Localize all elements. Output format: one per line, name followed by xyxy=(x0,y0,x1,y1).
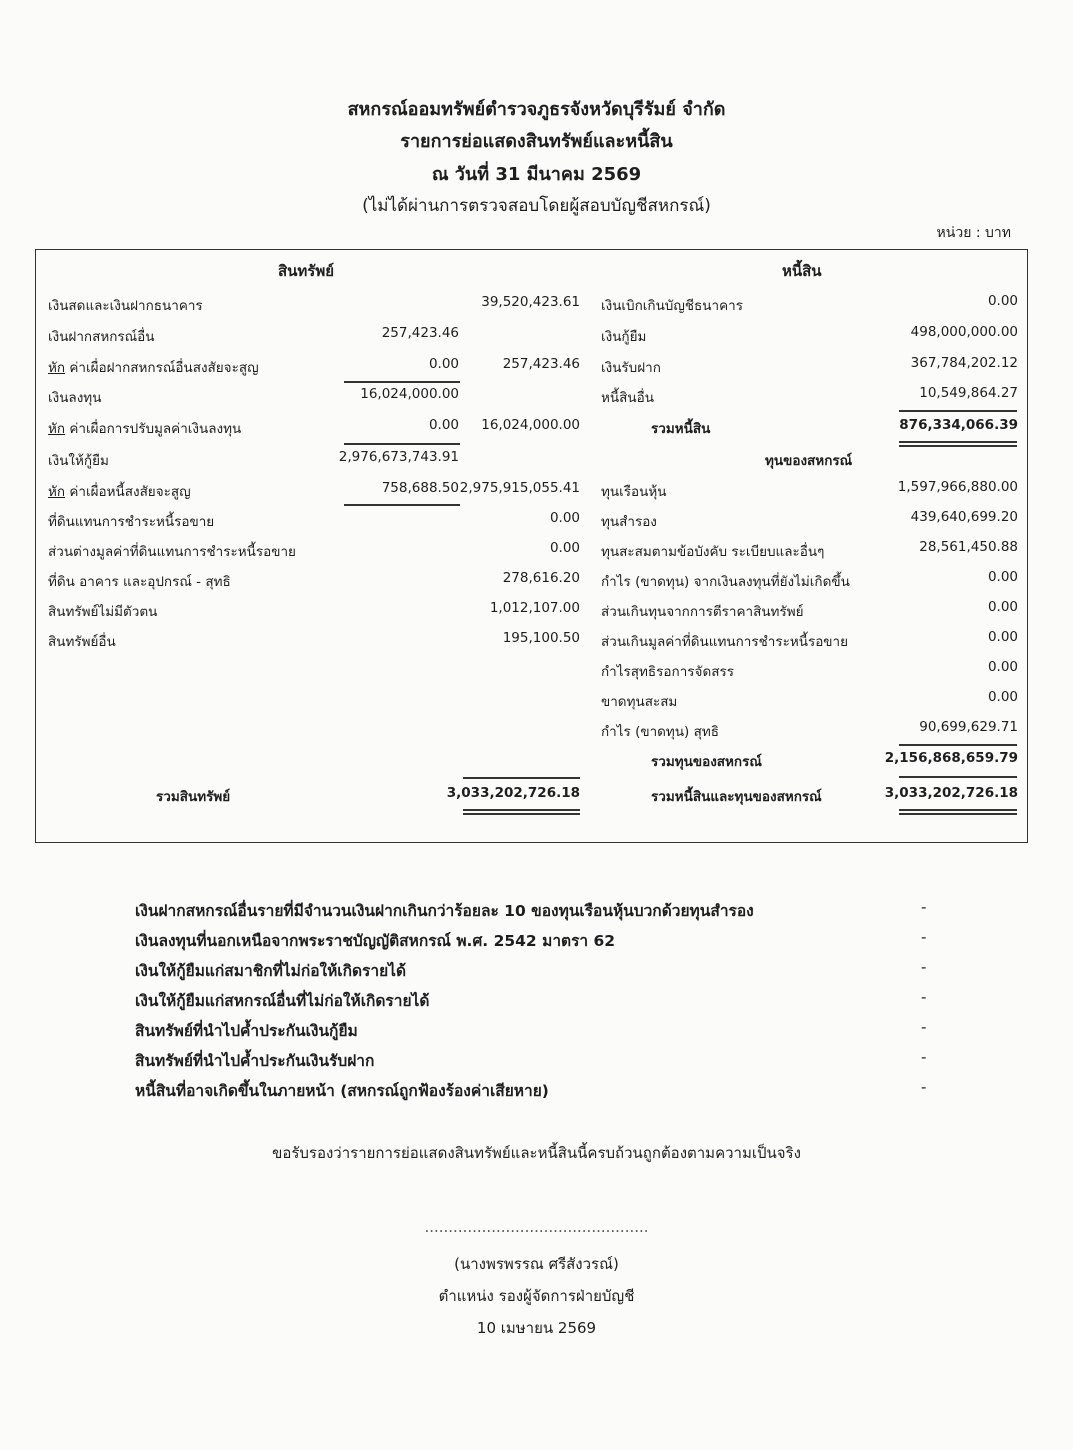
footnote-value: - xyxy=(921,988,927,1006)
total-assets-value: 3,033,202,726.18 xyxy=(446,785,580,801)
footnote-value: - xyxy=(921,958,927,976)
equity-value: 0.00 xyxy=(987,569,1018,585)
equity-label: ทุนสะสมตามข้อบังคับ ระเบียบและอื่นๆ xyxy=(601,544,825,560)
asset-total: 278,616.20 xyxy=(502,570,580,586)
asset-label: หัก ค่าเผื่อฝากสหกรณ์อื่นสงสัยจะสูญ xyxy=(48,360,259,376)
asset-label: เงินฝากสหกรณ์อื่น xyxy=(48,329,155,345)
equity-label: กำไร (ขาดทุน) สุทธิ xyxy=(601,724,719,740)
asset-label: สินทรัพย์ไม่มีตัวตน xyxy=(48,604,158,620)
unit-label: หน่วย : บาท xyxy=(936,225,1011,241)
deduct-prefix: หัก xyxy=(48,421,66,437)
asset-sub: 257,423.46 xyxy=(381,325,459,341)
certification-text: ขอรับรองว่ารายการย่อแสดงสินทรัพย์และหนี้สินนี้ครบถ้วนถูกต้องตามความเป็นจริง xyxy=(272,1144,801,1162)
footnote-value: - xyxy=(921,1048,927,1066)
liability-value: 10,549,864.27 xyxy=(919,385,1018,401)
document-date: ณ วันที่ 31 มีนาคม 2569 xyxy=(431,164,642,185)
signer-name: (นางพรพรรณ ศรีสังวรณ์) xyxy=(454,1255,619,1273)
equity-value: 0.00 xyxy=(987,659,1018,675)
asset-total: 1,012,107.00 xyxy=(489,600,580,616)
asset-label: หัก ค่าเผื่อการปรับมูลค่าเงินลงทุน xyxy=(48,421,242,437)
assets-heading: สินทรัพย์ xyxy=(278,262,335,280)
liability-label: เงินรับฝาก xyxy=(601,360,661,376)
double-rule xyxy=(899,441,1017,443)
asset-sub: 2,976,673,743.91 xyxy=(338,449,459,465)
asset-total: 0.00 xyxy=(549,540,580,556)
total-equity-label: รวมทุนของสหกรณ์ xyxy=(651,754,762,770)
liability-value: 498,000,000.00 xyxy=(910,324,1018,340)
asset-total: 257,423.46 xyxy=(502,356,580,372)
asset-sub: 758,688.50 xyxy=(381,480,459,496)
footnote-item: สินทรัพย์ที่นำไปค้ำประกันเงินรับฝาก xyxy=(135,1052,375,1070)
deduct-prefix: หัก xyxy=(48,360,66,376)
double-rule xyxy=(899,445,1017,447)
audit-note: (ไม่ได้ผ่านการตรวจสอบโดยผู้สอบบัญชีสหกรณ์) xyxy=(362,196,711,216)
grand-total-label: รวมหนี้สินและทุนของสหกรณ์ xyxy=(651,789,822,805)
asset-label: ส่วนต่างมูลค่าที่ดินแทนการชำระหนี้รอขาย xyxy=(48,544,296,560)
equity-label: ทุนเรือนหุ้น xyxy=(601,484,667,500)
equity-label: ส่วนเกินทุนจากการตีราคาสินทรัพย์ xyxy=(601,604,804,620)
document-title: รายการย่อแสดงสินทรัพย์และหนี้สิน xyxy=(400,131,673,152)
footnote-value: - xyxy=(921,928,927,946)
deduct-prefix: หัก xyxy=(48,484,66,500)
footnote-item: สินทรัพย์ที่นำไปค้ำประกันเงินกู้ยืม xyxy=(135,1022,358,1040)
equity-value: 1,597,966,880.00 xyxy=(897,479,1018,495)
asset-label: หัก ค่าเผื่อหนี้สงสัยจะสูญ xyxy=(48,484,191,500)
equity-value: 0.00 xyxy=(987,599,1018,615)
asset-total: 39,520,423.61 xyxy=(481,294,580,310)
double-rule xyxy=(899,813,1017,815)
double-rule xyxy=(463,813,580,815)
equity-value: 0.00 xyxy=(987,629,1018,645)
asset-total: 16,024,000.00 xyxy=(481,417,580,433)
asset-label: ที่ดินแทนการชำระหนี้รอขาย xyxy=(48,514,215,530)
equity-value: 0.00 xyxy=(987,689,1018,705)
footnote-value: - xyxy=(921,898,927,916)
asset-label: เงินสดและเงินฝากธนาคาร xyxy=(48,298,203,314)
liability-value: 0.00 xyxy=(987,293,1018,309)
double-rule xyxy=(899,809,1017,811)
signature-date: 10 เมษายน 2569 xyxy=(476,1319,597,1337)
equity-heading: ทุนของสหกรณ์ xyxy=(765,453,853,469)
double-rule xyxy=(463,809,580,811)
total-equity-value: 2,156,868,659.79 xyxy=(884,750,1018,766)
equity-value: 90,699,629.71 xyxy=(919,719,1018,735)
equity-label: กำไร (ขาดทุน) จากเงินลงทุนที่ยังไม่เกิดขึ้น xyxy=(601,574,850,590)
footnote-value: - xyxy=(921,1078,927,1096)
asset-total: 0.00 xyxy=(549,510,580,526)
asset-sub: 16,024,000.00 xyxy=(360,386,459,402)
liability-label: เงินกู้ยืม xyxy=(601,329,647,345)
asset-label: เงินลงทุน xyxy=(48,390,102,406)
liabilities-heading: หนี้สิน xyxy=(782,262,822,280)
footnote-item: เงินให้กู้ยืมแก่สมาชิกที่ไม่ก่อให้เกิดรายได้ xyxy=(135,962,407,980)
equity-label: ส่วนเกินมูลค่าที่ดินแทนการชำระหนี้รอขาย xyxy=(601,634,849,650)
total-liabilities-value: 876,334,066.39 xyxy=(899,417,1018,433)
liability-label: เงินเบิกเกินบัญชีธนาคาร xyxy=(601,298,743,314)
org-name: สหกรณ์ออมทรัพย์ตำรวจภูธรจังหวัดบุรีรัมย์ จำกัด xyxy=(347,99,726,120)
liability-label: หนี้สินอื่น xyxy=(601,390,654,406)
total-liabilities-label: รวมหนี้สิน xyxy=(651,421,711,437)
footnote-item: เงินให้กู้ยืมแก่สหกรณ์อื่นที่ไม่ก่อให้เกิดรายได้ xyxy=(135,992,430,1010)
equity-label: ขาดทุนสะสม xyxy=(601,694,678,710)
footnote-item: เงินลงทุนที่นอกเหนือจากพระราชบัญญัติสหกรณ์ พ.ศ. 2542 มาตรา 62 xyxy=(135,932,616,950)
equity-value: 28,561,450.88 xyxy=(919,539,1018,555)
footnote-item: เงินฝากสหกรณ์อื่นรายที่มีจำนวนเงินฝากเกินกว่าร้อยละ 10 ของทุนเรือนหุ้นบวกด้วยทุนสำรอง xyxy=(135,902,754,920)
subtotal-rule xyxy=(899,776,1017,778)
subtotal-rule xyxy=(344,381,460,383)
subtotal-rule xyxy=(899,744,1017,746)
subtotal-rule xyxy=(344,443,460,445)
subtotal-rule xyxy=(344,504,460,506)
asset-label: ที่ดิน อาคาร และอุปกรณ์ - สุทธิ xyxy=(48,574,231,590)
equity-label: ทุนสำรอง xyxy=(601,514,657,530)
grand-total-value: 3,033,202,726.18 xyxy=(884,785,1018,801)
liability-value: 367,784,202.12 xyxy=(910,355,1018,371)
asset-label: สินทรัพย์อื่น xyxy=(48,634,116,650)
asset-sub: 0.00 xyxy=(428,417,459,433)
asset-label: เงินให้กู้ยืม xyxy=(48,453,109,469)
total-rule-top xyxy=(463,777,580,779)
footnote-value: - xyxy=(921,1018,927,1036)
asset-sub: 0.00 xyxy=(428,356,459,372)
signer-position: ตำแหน่ง รองผู้จัดการฝ่ายบัญชี xyxy=(438,1287,635,1305)
equity-label: กำไรสุทธิรอการจัดสรร xyxy=(601,664,734,680)
total-assets-label: รวมสินทรัพย์ xyxy=(156,789,231,805)
signature-line: ............................................... xyxy=(424,1218,649,1236)
footnote-item: หนี้สินที่อาจเกิดขึ้นในภายหน้า (สหกรณ์ถูกฟ้องร้องค่าเสียหาย) xyxy=(135,1082,549,1100)
asset-total: 2,975,915,055.41 xyxy=(459,480,580,496)
equity-value: 439,640,699.20 xyxy=(910,509,1018,525)
asset-total: 195,100.50 xyxy=(502,630,580,646)
subtotal-rule xyxy=(899,410,1017,412)
